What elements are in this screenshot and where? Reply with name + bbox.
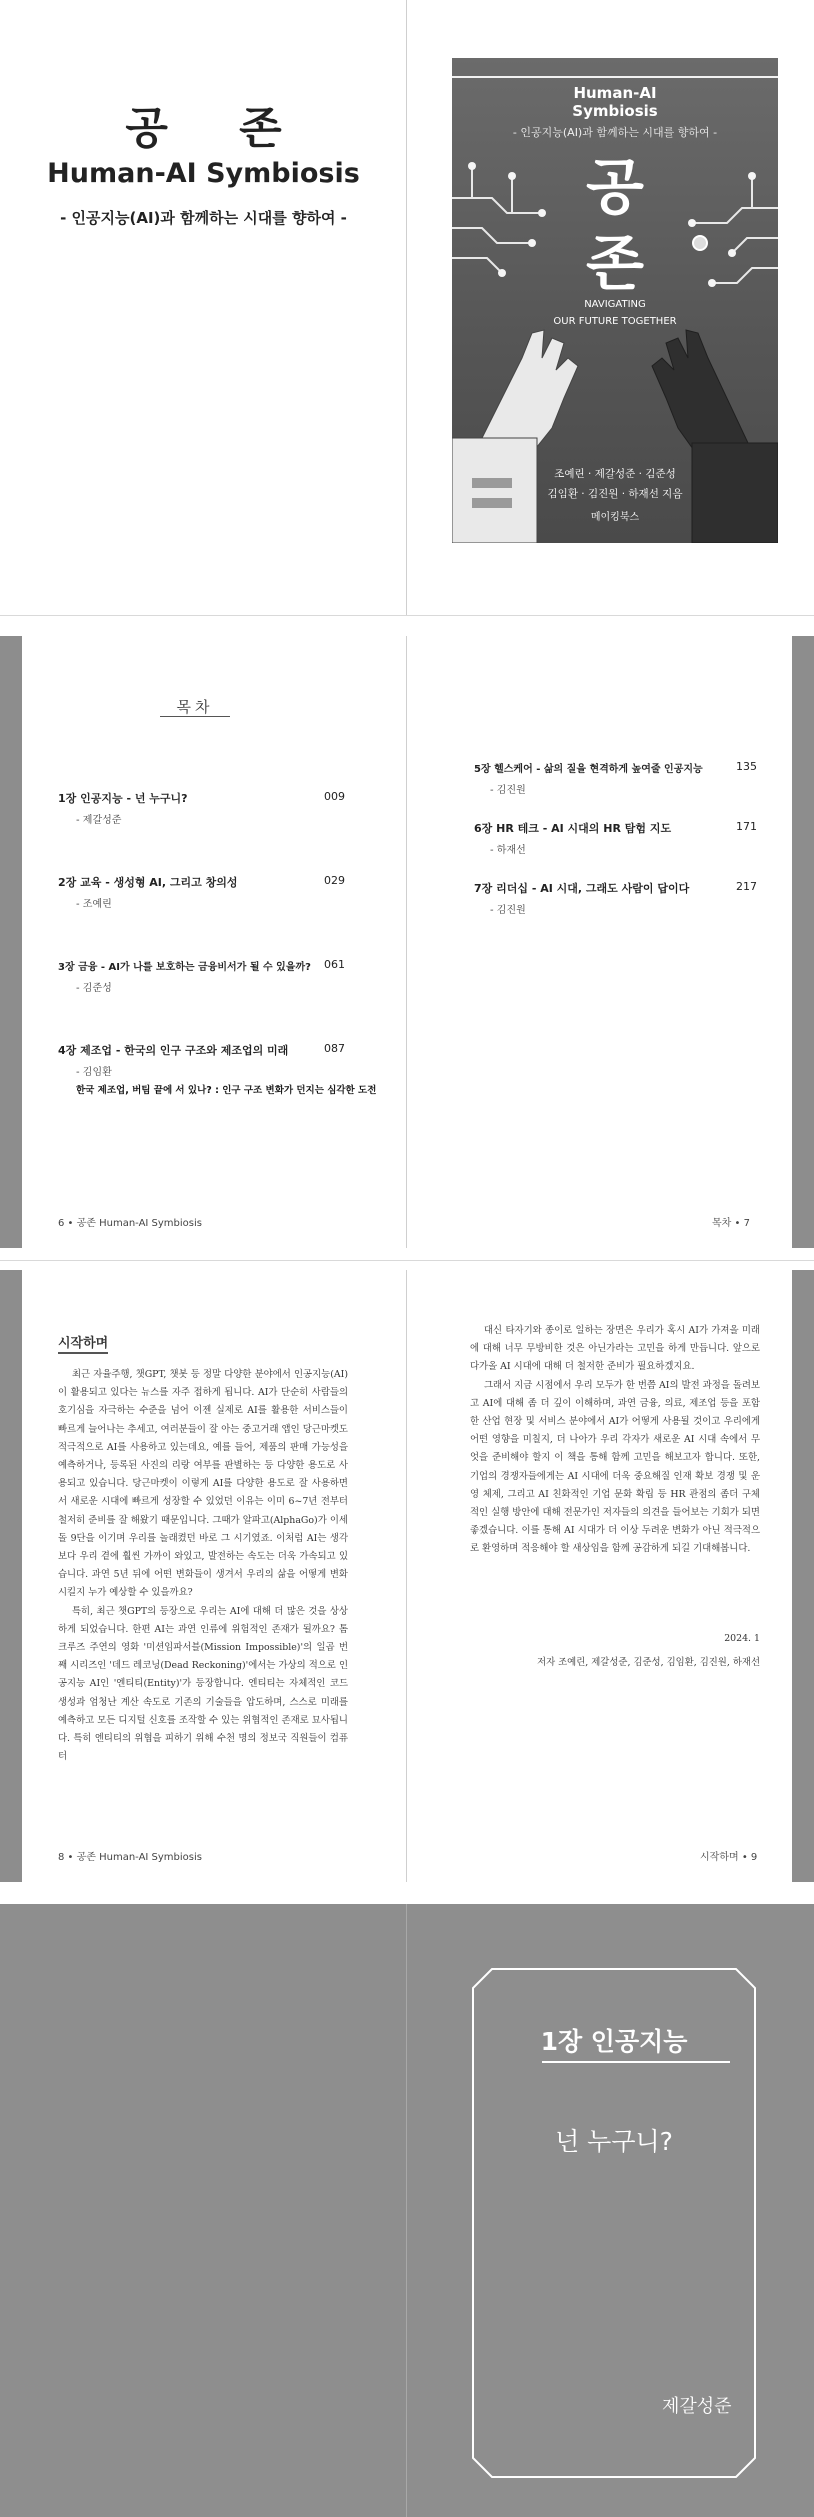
chapter-subtitle: 넌 누구니? [555,2127,673,2156]
page-edge [0,636,22,1248]
section-divider [0,1260,814,1261]
page-edge [792,1270,814,1882]
paragraph: 그래서 지금 시점에서 우리 모두가 한 번쯤 AI의 발전 과정을 돌려보고 AI에 대해 좀 더 깊이 이해하며, 과연 금융, 의료, 제조업 등을 포함한 산업 현장 및 서비스 분야에서 AI가 어떻게 사용될 것이고 우리에게 어떤 영향을 미칠지, 더 나아가 우리 각자가 새로운 AI 시대 속에서 무엇을 준비해야 할지 이 책을 통해 함께 고민을 해보고자 합니다. 또한, 기업의 경쟁자들에게는 AI 시대에 더욱 중요해질 인재 확보 경쟁 및 운영 체제, 그리고 AI 친화적인 기업 문화 확립 등 HR 관점의 좀더 구체적인 실행 방안에 대해 전문가인 저자들의 의견을 들어보는 기회가 되면 좋겠습니다. 이를 통해 AI 시대가 더 이상 두려운 변화가 아닌 적극적으로 환영하며 적응해야 할 새상임을 함께 공감하게 되길 기대해봅니다. [470,1379,760,1555]
paragraph: 대신 타자기와 종이로 일하는 장면은 우리가 혹시 AI가 가져올 미래에 대해 너무 무방비한 것은 아닌가라는 고민을 하게 만듭니다. 앞으로 다가올 AI 시대에 대해 더 철저한 준비가 필요하겠지요. [470,1325,760,1373]
toc-author: - 제갈성준 [76,815,122,826]
intro-signature: 저자 조예린, 제갈성준, 김준성, 김임환, 김진원, 하재선 [537,1657,760,1668]
folio-left: 6 • 공존 Human-AI Symbiosis [58,1218,202,1229]
intro-date: 2024. 1 [724,1633,760,1644]
cover-title-char: 존 [586,229,644,299]
spread-title-cover [0,0,814,615]
folio-right: 시작하며 • 9 [700,1852,758,1863]
toc-title-underline [160,716,230,717]
cover-publisher: 메이킹북스 [590,512,640,523]
toc-entry[interactable]: 4장 제조업 - 한국의 인구 구조와 제조업의 미래 087 [58,1042,345,1057]
chapter-author: 제갈성준 [662,2396,732,2417]
toc-entry[interactable]: 6장 HR 테크 - AI 시대의 HR 탐험 지도 171 [474,820,757,835]
cover-subtitle: - 인공지능(AI)과 함께하는 시대를 향하여 - [512,126,718,139]
spread-intro [0,1270,814,1882]
toc-author: - 하재선 [490,845,526,856]
toc-author: - 김임환 [76,1067,112,1078]
cover-title-char: 공 [586,153,644,223]
toc-entry[interactable]: 2장 교육 - 생성형 AI, 그리고 창의성 029 [58,874,345,889]
section-title: 시작하며 [58,1336,109,1351]
title-page [0,0,407,615]
cover-band [452,76,778,78]
chapter-title: 1장 인공지능 [540,2027,688,2056]
toc-author: - 김준성 [76,983,112,994]
page-divider [406,1904,407,2517]
chapter-title-underline [542,2061,730,2063]
book-cover [452,58,778,543]
toc-entry[interactable]: 1장 인공지능 - 넌 누구니? 009 [58,790,345,805]
page-divider [406,1270,407,1882]
cover-title-en: Human-AI Symbiosis [572,84,658,120]
spread-chapter-opener [0,1904,814,2517]
page-divider [406,636,407,1248]
spread-toc [0,636,814,1248]
book-title-en: Human-AI Symbiosis [47,158,360,189]
toc-entry[interactable]: 5장 헬스케어 - 삶의 질을 현격하게 높여줄 인공지능 135 [474,760,757,775]
paragraph: 최근 자율주행, 챗GPT, 챗봇 등 정말 다양한 분야에서 인공지능(AI)이 활용되고 있다는 뉴스를 자주 접하게 됩니다. AI가 단순히 사람들의 호기심을 자극하는 수준을 넘어 이젠 실제로 AI를 활용한 서비스들이 빠르게 늘어나는 추세고, 여러분들이 잘 아는 중고거래 앱인 당근마켓도 적극적으로 AI를 사용하고 있는데요, 예를 들어, 제품의 판매 가능성을 예측하거나, 등록된 사진의 리랑 여부를 판별하는 등 다양한 용도로 사용되고 있습니다. 당근마켓이 이렇게 AI를 다양한 용도로 잘 사용하면서 새로운 시대에 빠르게 성장할 수 있었던 이유는 이미 6~7년 전부터 철저히 준비를 잘 해왔기 때문입니다. 그때가 알파고(AlphaGo)가 이세돌 9단을 이기며 우리를 놀래켰던 바로 그 시기였죠. 이처럼 AI는 생각보다 우리 곁에 훨씬 가까이 와있고, 발전하는 속도는 더욱 가속되고 있습니다. 과연 5년 뒤에 어떤 변화들이 생겨서 우리의 삶을 어떻게 변화시킬지 누가 예상할 수 있을까요? [58,1369,348,1599]
page-edge [792,636,814,1248]
toc-entry[interactable]: 7장 리더십 - AI 시대, 그래도 사람이 답이다 217 [474,880,757,895]
book-title: 공 존 [125,103,310,154]
folio-left: 8 • 공존 Human-AI Symbiosis [58,1852,202,1863]
cover-authors: 조예린 · 제갈성준 · 김준성 김임환 · 김진원 · 하재선 지음 [547,468,683,500]
toc-entry[interactable]: 3장 금융 - AI가 나를 보호하는 금융비서가 될 수 있을까? 061 [58,958,345,973]
toc-subheading: 한국 제조업, 버팀 끝에 서 있나? : 인구 구조 변화가 던지는 심각한 도전 [76,1085,377,1096]
intro-text-right [470,1322,760,1559]
section-title-underline [58,1352,108,1354]
book-subtitle: - 인공지능(AI)과 함께하는 시대를 향하여 - [60,209,347,227]
toc-author: - 조예린 [76,899,112,910]
folio-right: 목차 • 7 [712,1218,750,1229]
section-divider [0,615,814,616]
intro-text-left [58,1366,348,1766]
cover-tagline: NAVIGATING OUR FUTURE TOGETHER [553,299,677,327]
page-edge [0,1270,22,1882]
toc-author: - 김진원 [490,905,526,916]
cover-page [407,0,814,615]
toc-author: - 김진원 [490,785,526,796]
toc-title: 목차 [176,698,214,716]
paragraph: 특히, 최근 챗GPT의 등장으로 우리는 AI에 대해 더 많은 것을 상상하게 되었습니다. 한편 AI는 과연 인류에 위험적인 존재가 될까요? 톰 크루즈 주연의 영화 '미션임파서블(Mission Impossible)'의 일곱 번째 시리즈인 '데드 레코닝(Dead Reckoning)'에서는 가상의 적으로 인공지능 AI인 '엔티티(Entity)'가 등장합니다. 엔티티는 자체적인 코드 생성과 엄청난 계산 속도로 기존의 기술들을 압도하며, 스스로 미래를 예측하고 모든 디지털 신호를 조작할 수 있는 위협적인 존재로 묘사됩니다. 특히 엔티티의 위협을 피하기 위해 수천 명의 정보국 직원들이 컴퓨터 [58,1605,348,1763]
